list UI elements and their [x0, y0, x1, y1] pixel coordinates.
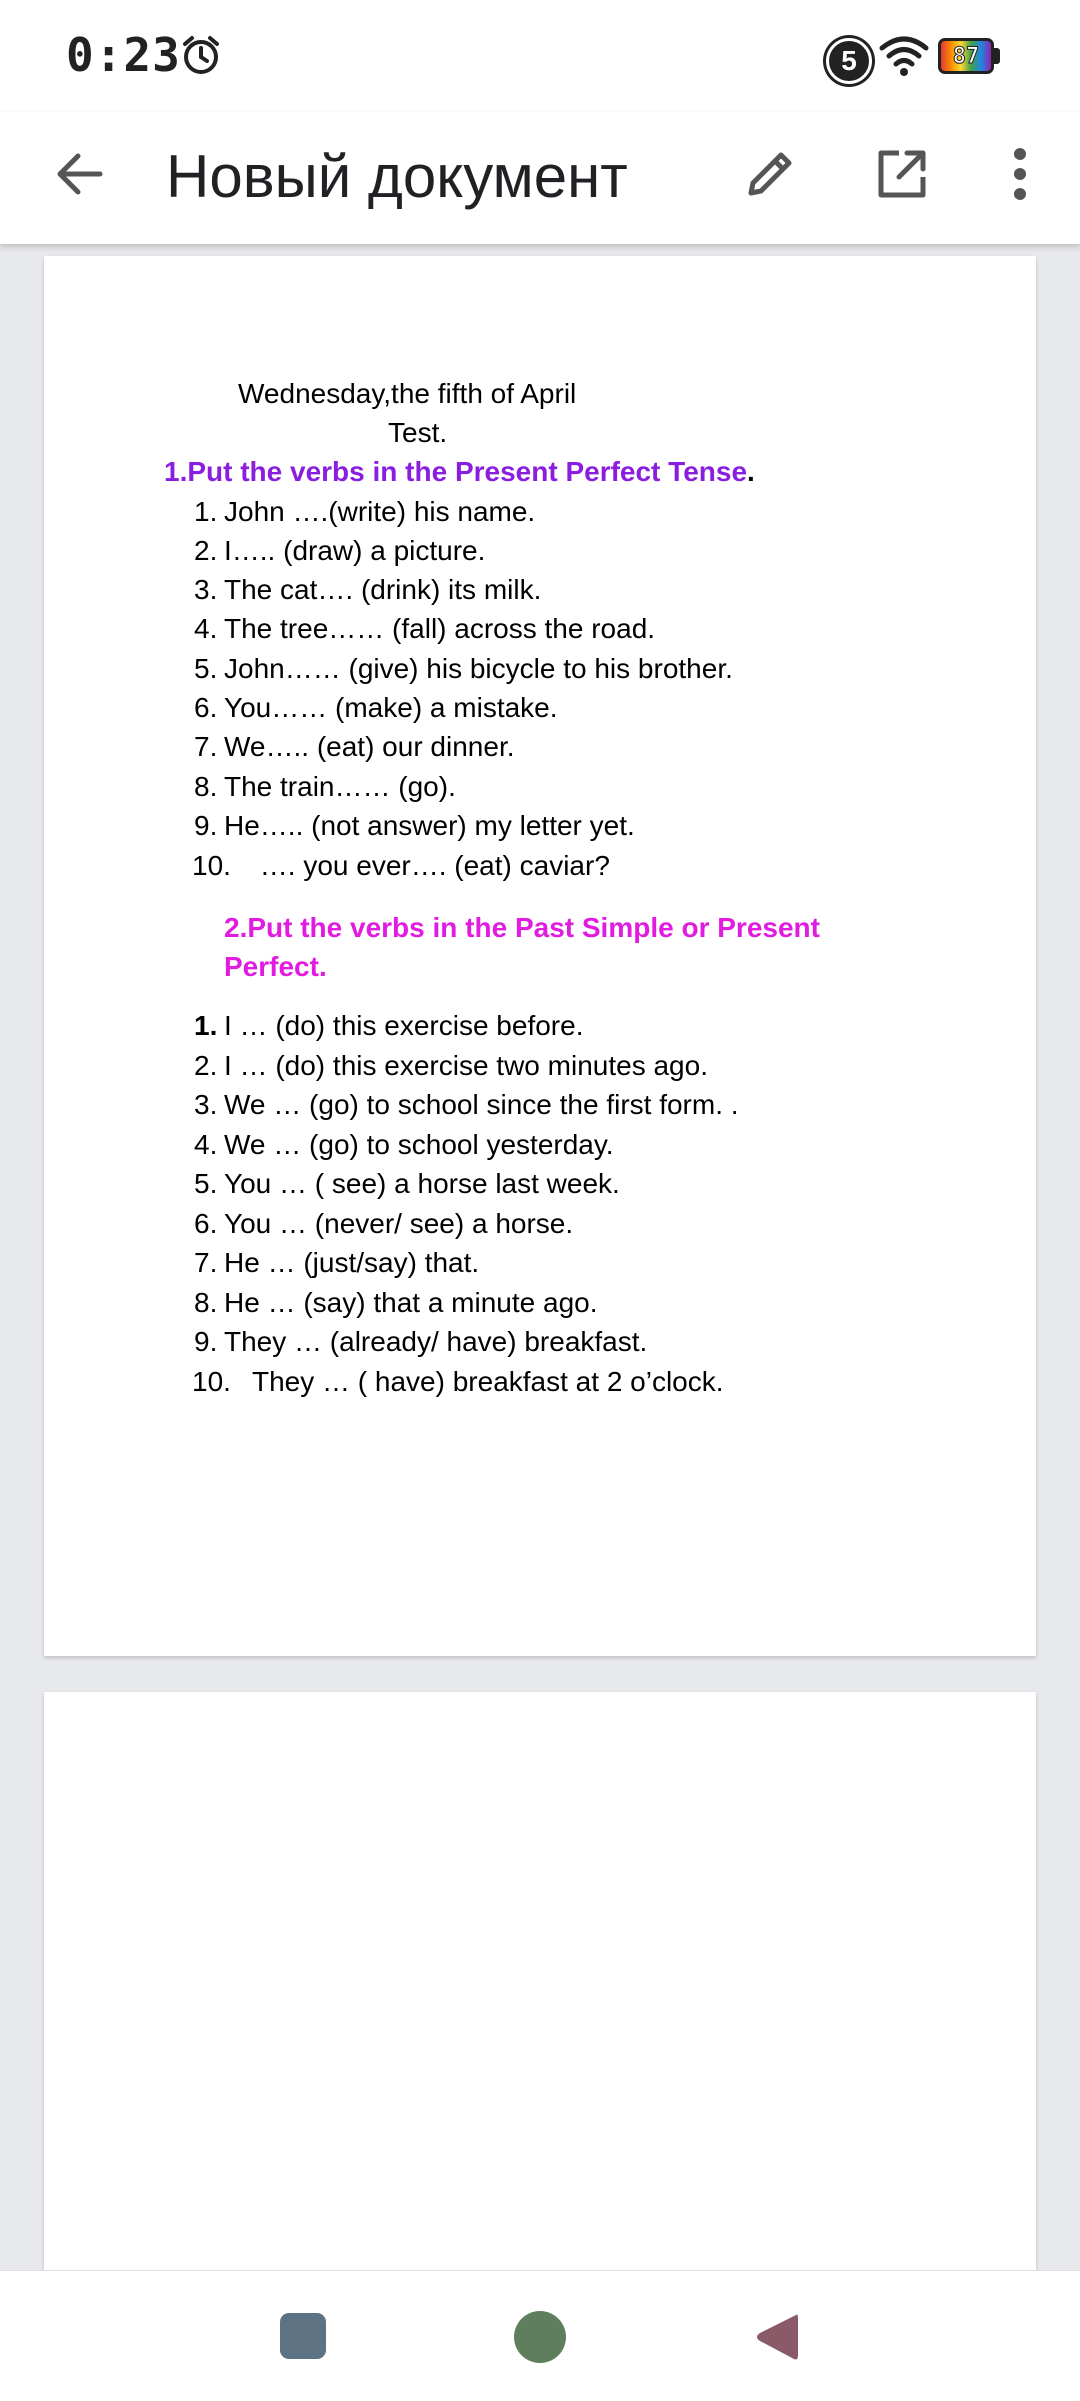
section2-heading: 2.Put the verbs in the Past Simple or Present Perfect. [224, 912, 820, 982]
section2-item [194, 1168, 620, 1200]
item-number: 9. [194, 810, 218, 841]
item-number: 4. [194, 613, 218, 644]
item-number: 1. [194, 1010, 218, 1041]
section1-item [194, 771, 456, 803]
section2-item [194, 1208, 573, 1240]
back-icon[interactable] [752, 2309, 800, 2365]
more-options-button[interactable] [980, 134, 1060, 214]
doc-test-line: Test. [388, 417, 448, 448]
item-number: 8. [194, 1287, 218, 1318]
item-text: We … (go) to school since the first form. . [224, 1089, 739, 1120]
item-text: The train…… (go). [224, 771, 456, 802]
recents-icon[interactable] [280, 2313, 326, 2359]
section1-item [194, 574, 541, 606]
item-text: I … (do) this exercise two minutes ago. [224, 1050, 708, 1081]
battery-icon [938, 38, 1002, 74]
wifi-icon [878, 34, 930, 78]
navigation-bar [0, 2270, 1080, 2401]
section1-item [194, 692, 558, 724]
more-vert-icon [1010, 146, 1030, 202]
section2-item [194, 1287, 598, 1319]
open-in-new-icon [875, 147, 929, 201]
item-text: You…… (make) a mistake. [224, 692, 558, 723]
item-number: 6. [194, 1208, 218, 1239]
section2-item [194, 1089, 739, 1121]
item-text: John…… (give) his bicycle to his brother. [224, 653, 733, 684]
item-number: 5. [194, 1168, 218, 1199]
item-text: We….. (eat) our dinner. [224, 731, 515, 762]
section2-item [194, 1247, 479, 1279]
item-number: 7. [194, 1247, 218, 1278]
section1-item [194, 535, 485, 567]
item-number: 4. [194, 1129, 218, 1160]
item-number: 8. [194, 771, 218, 802]
item-text: They … (already/ have) breakfast. [224, 1326, 648, 1357]
home-icon[interactable] [514, 2311, 566, 2363]
status-time: 0:23 [66, 28, 181, 82]
item-text: I … (do) this exercise before. [224, 1010, 584, 1041]
section2-item [192, 1366, 724, 1398]
battery-level: 87 [952, 43, 980, 69]
battery-tip [994, 48, 1000, 64]
item-text: He….. (not answer) my letter yet. [224, 810, 635, 841]
item-text: You … (never/ see) a horse. [224, 1208, 574, 1239]
item-number: 1. [194, 496, 218, 527]
item-text: You … ( see) a horse last week. [224, 1168, 620, 1199]
section1-heading-text: 1.Put the verbs in the Present Perfect Tense [164, 456, 748, 487]
pencil-icon [743, 147, 797, 201]
app-title: Новый документ [166, 143, 628, 210]
item-text: They … ( have) breakfast at 2 o’clock. [252, 1366, 724, 1397]
doc-date-line: Wednesday,the fifth of April [238, 378, 577, 409]
section1-item [194, 613, 655, 645]
item-number: 5. [194, 653, 218, 684]
item-text: He … (just/say) that. [224, 1247, 480, 1278]
sim-5-icon [826, 38, 872, 84]
back-arrow-icon [54, 148, 106, 200]
section2-item [194, 1129, 614, 1161]
back-button[interactable] [40, 134, 120, 214]
item-number: 3. [194, 1089, 218, 1120]
item-text: He … (say) that a minute ago. [224, 1287, 598, 1318]
item-number: 6. [194, 692, 218, 723]
item-text: The tree…… (fall) across the road. [224, 613, 656, 644]
section2-item [194, 1010, 583, 1042]
section1-heading-period: . [747, 456, 755, 487]
item-text: We … (go) to school yesterday. [224, 1129, 614, 1160]
item-text: …. you ever…. (eat) caviar? [252, 850, 610, 881]
section2-item [194, 1326, 647, 1358]
item-number: 9. [194, 1326, 218, 1357]
open-in-new-button[interactable] [862, 134, 942, 214]
item-text: John ….(write) his name. [224, 496, 536, 527]
item-number: 10. [192, 850, 231, 881]
section1-heading [164, 456, 755, 488]
item-number: 2. [194, 535, 218, 566]
document-page-1 [44, 256, 1036, 1656]
document-page-2 [44, 1692, 1036, 2272]
item-number: 7. [194, 731, 218, 762]
battery-body [938, 38, 994, 74]
edit-button[interactable] [730, 134, 810, 214]
status-bar [0, 0, 1080, 112]
item-number: 2. [194, 1050, 218, 1081]
section1-item [194, 496, 535, 528]
item-number: 3. [194, 574, 218, 605]
item-text: I….. (draw) a picture. [224, 535, 486, 566]
item-number: 10. [192, 1366, 231, 1397]
section1-item [194, 731, 515, 763]
app-bar [0, 112, 1080, 244]
sim-slot-number: 5 [841, 45, 857, 76]
section2-item [194, 1050, 708, 1082]
alarm-icon [180, 34, 222, 76]
section1-item [194, 653, 733, 685]
section1-item [194, 810, 635, 842]
item-text: The cat…. (drink) its milk. [224, 574, 542, 605]
section1-item [192, 850, 610, 882]
